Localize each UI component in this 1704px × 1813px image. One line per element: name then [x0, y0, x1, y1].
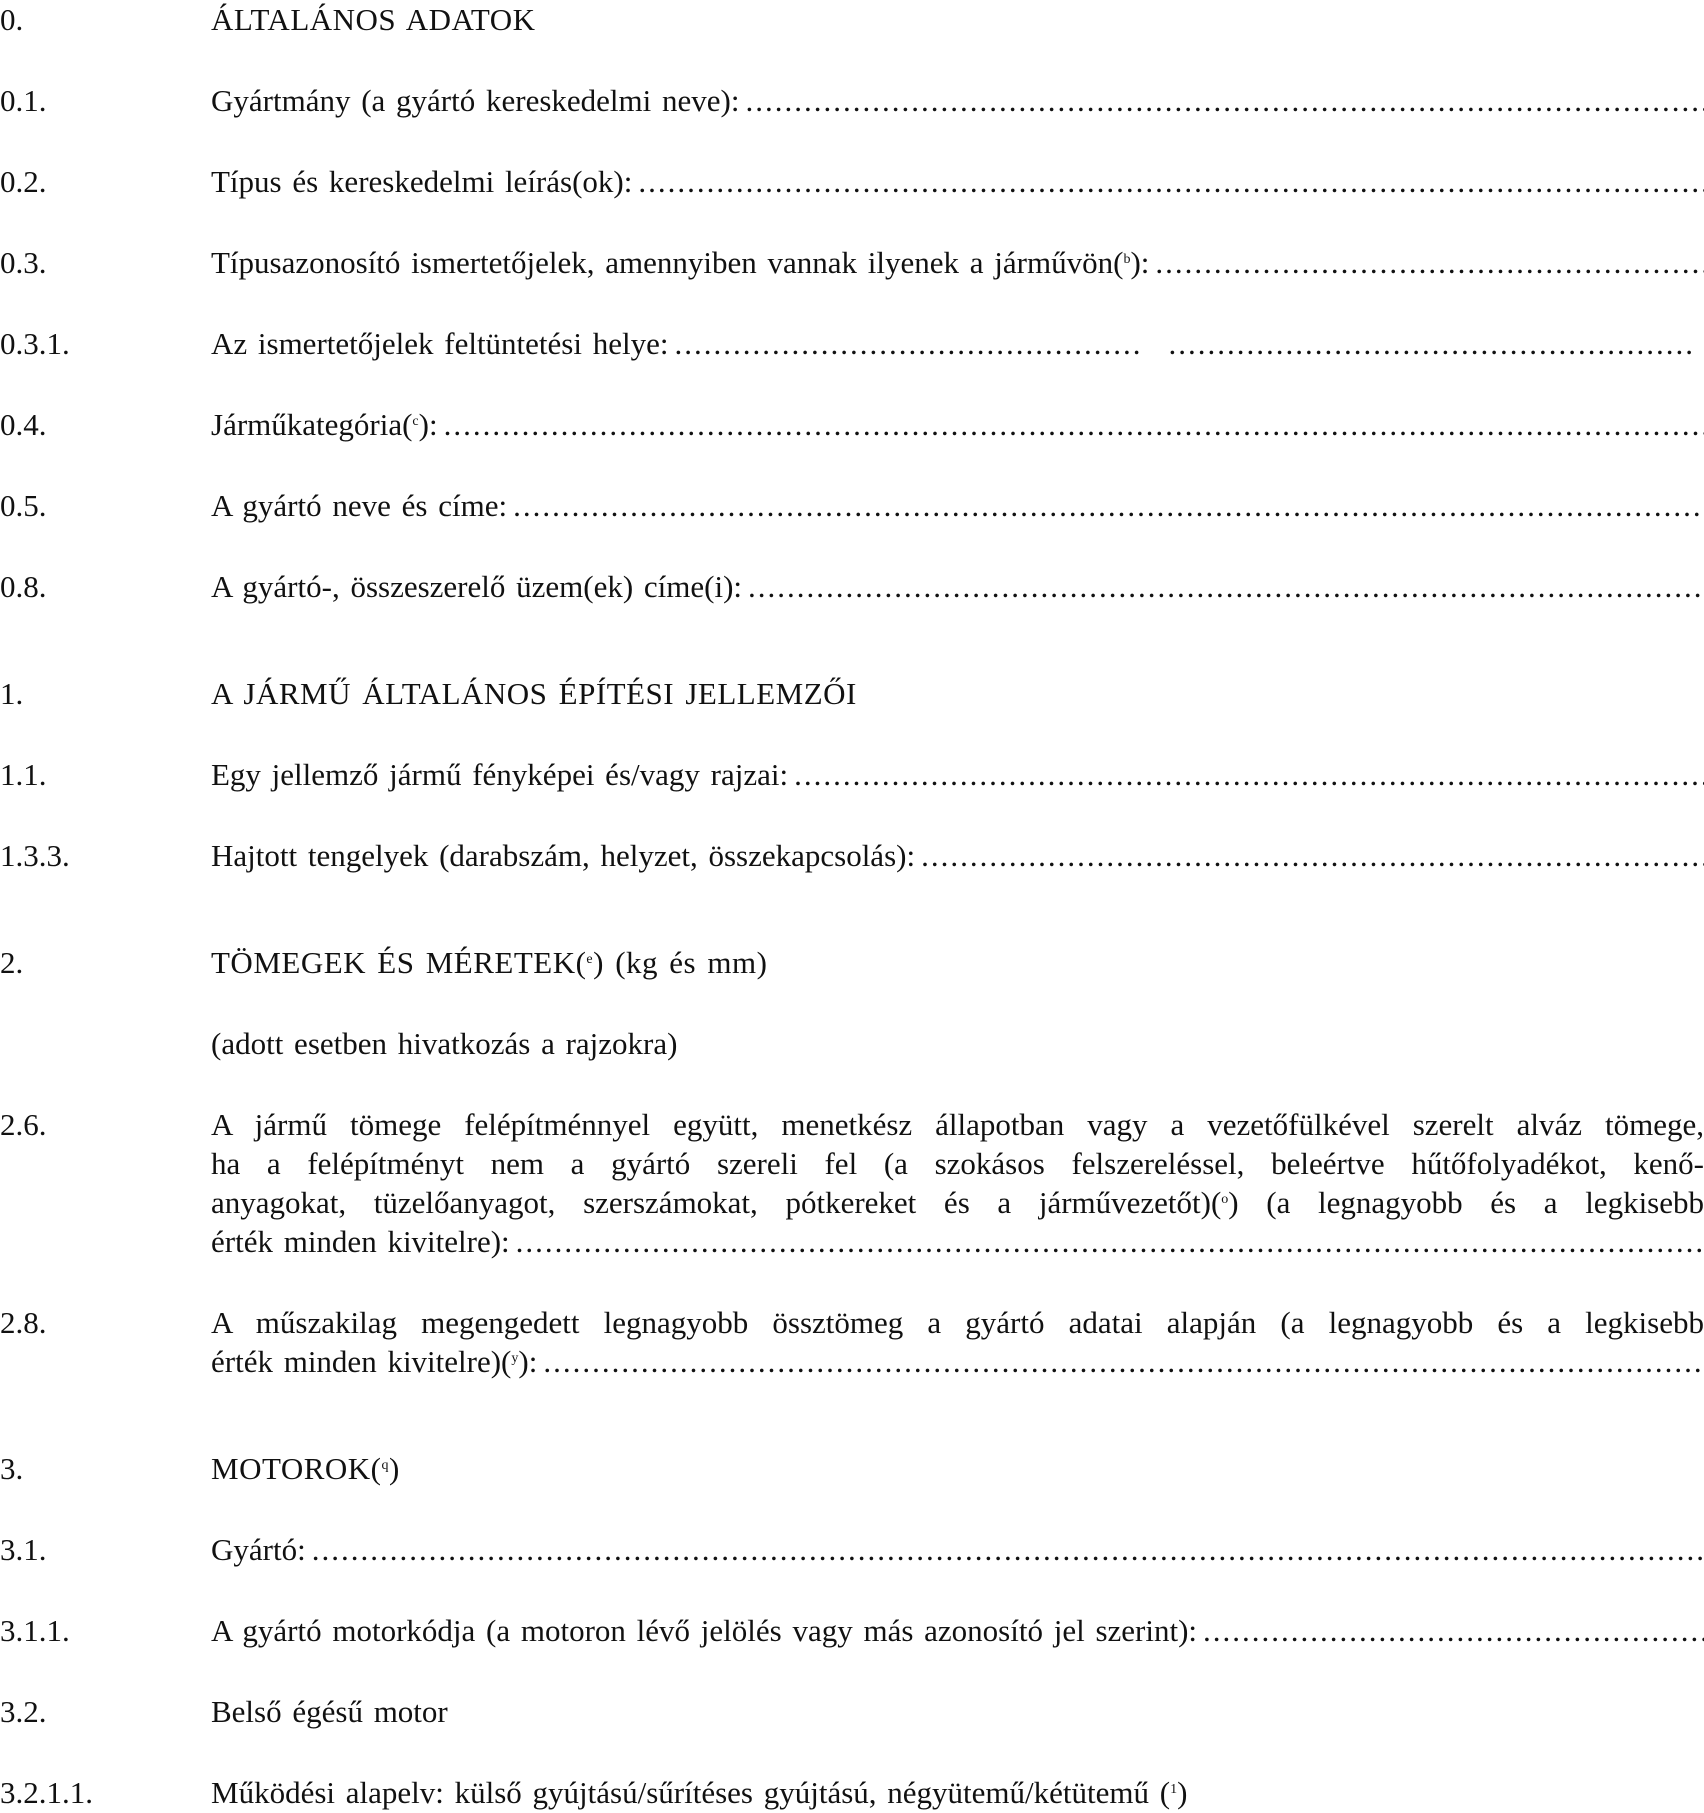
section-number: 3. — [0, 1451, 24, 1486]
item-number: 3.2. — [0, 1694, 47, 1729]
footnote-ref: 1 — [1170, 1782, 1178, 1797]
item-label: Az ismertetőjelek feltüntetési helye: — [211, 326, 669, 361]
section-heading-end: ) — [389, 1451, 400, 1486]
item-label: Működési alapelv: külső gyújtású/sűrítéses gyújtású, négyütemű/kétütemű ( — [211, 1775, 1171, 1810]
section-heading: ÁLTALÁNOS ADATOK — [211, 2, 536, 37]
item-number: 2.8. — [0, 1305, 47, 1340]
item-label: Gyártó: — [211, 1532, 306, 1567]
footnote-ref: c — [412, 414, 419, 429]
dotted-fill-line — [638, 162, 1704, 202]
paragraph-line — [211, 1183, 1704, 1222]
item-number: 0.3.1. — [0, 326, 70, 361]
dotted-fill-line — [513, 486, 1704, 526]
section-heading: A JÁRMŰ ÁLTALÁNOS ÉPÍTÉSI JELLEMZŐI — [211, 676, 857, 711]
item-number: 1.3.3. — [0, 838, 70, 873]
section-heading: MOTOROK( — [211, 1451, 382, 1486]
dotted-fill-line — [674, 324, 1144, 364]
note-text: (adott esetben hivatkozás a rajzokra) — [211, 1026, 678, 1061]
paragraph-line: A műszakilag megengedett legnagyobb össztömeg a gyártó adatai alapján (a legnagyobb és a legkisebb — [211, 1305, 1704, 1340]
dotted-fill-line — [1203, 1611, 1704, 1651]
item-label-end: ): — [518, 1344, 538, 1379]
item-label: A gyártó neve és címe: — [211, 488, 508, 523]
section-heading: TÖMEGEK ÉS MÉRETEK( — [211, 945, 587, 980]
item-number: 1.1. — [0, 757, 47, 792]
item-label-end: ): — [418, 407, 438, 442]
dotted-fill-line — [1168, 324, 1696, 364]
item-label: A gyártó-, összeszerelő üzem(ek) címe(i): — [211, 569, 743, 604]
item-label-end: ): — [1130, 245, 1150, 280]
section-number: 1. — [0, 676, 24, 711]
dotted-fill-line — [748, 567, 1704, 607]
footnote-ref: q — [381, 1458, 389, 1473]
item-label: Hajtott tengelyek (darabszám, helyzet, összekapcsolás): — [211, 838, 916, 873]
paragraph-text: anyagokat, tüzelőanyagot, szerszámokat, pótkereket és a járművezetőt)( — [211, 1185, 1222, 1220]
item-number: 0.3. — [0, 245, 47, 280]
paragraph-line: A jármű tömege felépítménnyel együtt, menetkész állapotban vagy a vezetőfülkével szerelt alváz tömege, — [211, 1107, 1704, 1142]
item-number: 2.6. — [0, 1107, 47, 1142]
dotted-fill-line — [516, 1222, 1704, 1261]
item-number: 0.5. — [0, 488, 47, 523]
item-label: érték minden kivitelre)( — [211, 1344, 512, 1379]
dotted-fill-line — [543, 1342, 1704, 1381]
dotted-fill-line — [794, 755, 1704, 795]
footnote-ref: o — [1221, 1192, 1229, 1207]
item-number: 0.2. — [0, 164, 47, 199]
item-label: Járműkategória( — [211, 407, 413, 442]
section-heading-end: ) (kg és mm) — [593, 945, 768, 980]
item-number: 0.4. — [0, 407, 47, 442]
dotted-fill-line — [1155, 243, 1704, 283]
item-label: Típusazonosító ismertetőjelek, amennyiben vannak ilyenek a járművön( — [211, 245, 1124, 280]
item-label: Gyártmány (a gyártó kereskedelmi neve): — [211, 83, 740, 118]
item-label: érték minden kivitelre): — [211, 1224, 510, 1259]
dotted-fill-line — [444, 405, 1704, 445]
item-number: 0.8. — [0, 569, 47, 604]
section-number: 0. — [0, 2, 24, 37]
section-number: 2. — [0, 945, 24, 980]
item-label: A gyártó motorkódja (a motoron lévő jelölés vagy más azonosító jel szerint): — [211, 1613, 1198, 1648]
item-label: Belső égésű motor — [211, 1694, 448, 1729]
footnote-ref: b — [1123, 252, 1131, 267]
item-number: 0.1. — [0, 83, 47, 118]
paragraph-line: ha a felépítményt nem a gyártó szereli fel (a szokásos felszereléssel, beleértve hűtőfolyadékot, kenő- — [211, 1146, 1704, 1181]
item-label: Egy jellemző jármű fényképei és/vagy rajzai: — [211, 757, 789, 792]
footnote-ref: y — [511, 1351, 519, 1366]
dotted-fill-line — [921, 836, 1704, 876]
item-label: Típus és kereskedelmi leírás(ok): — [211, 164, 633, 199]
dotted-fill-line — [312, 1530, 1704, 1570]
paragraph-text: ) (a legnagyobb és a legkisebb — [1228, 1185, 1704, 1220]
footnote-ref: e — [586, 952, 594, 967]
item-number: 3.2.1.1. — [0, 1775, 93, 1810]
dotted-fill-line — [745, 81, 1704, 121]
item-number: 3.1. — [0, 1532, 47, 1567]
item-number: 3.1.1. — [0, 1613, 70, 1648]
item-label-end: ) — [1177, 1775, 1188, 1810]
